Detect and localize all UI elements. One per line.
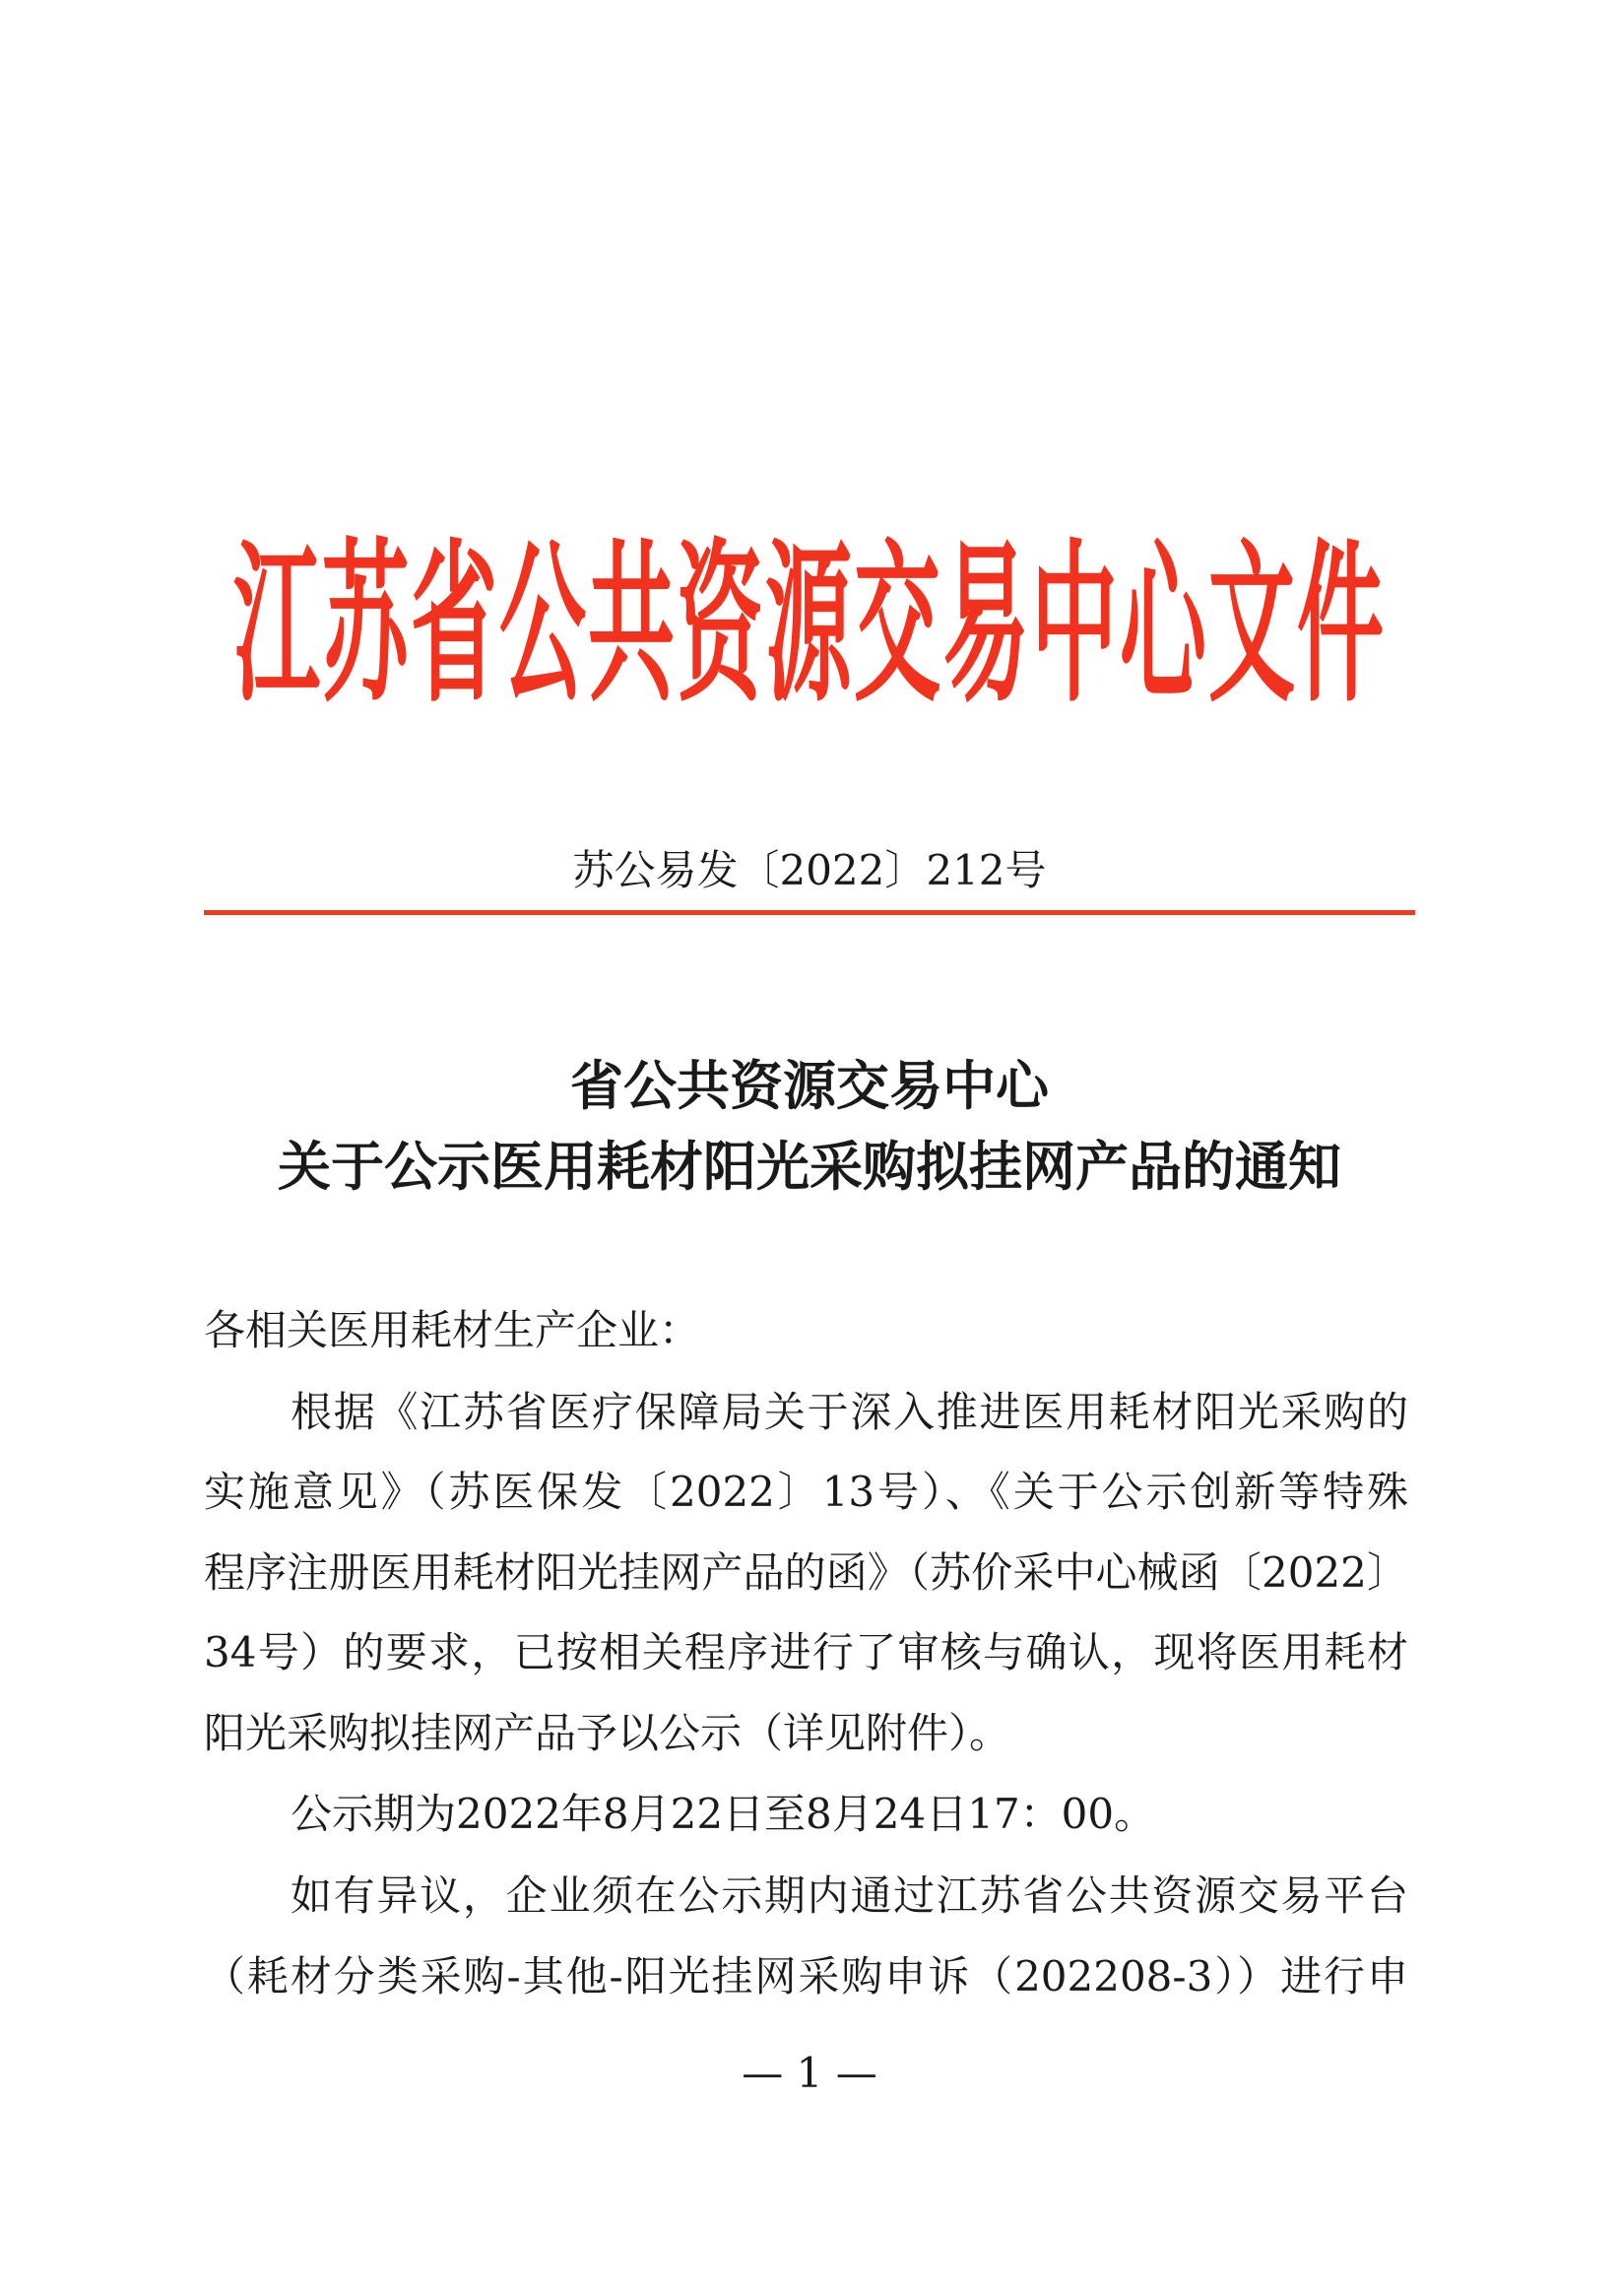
- heading-line-2: 关于公示医用耗材阳光采购拟挂网产品的通知: [278, 1135, 1341, 1198]
- body-line: （耗材分类采购-其他-阳光挂网采购申诉（202208-3））进行申: [204, 1952, 1408, 2001]
- red-divider: [204, 910, 1415, 915]
- body-line: 阳光采购拟挂网产品予以公示（详见附件）。: [204, 1709, 1011, 1757]
- body-line: 如有异议，企业须在公示期内通过江苏省公共资源交易平台: [291, 1871, 1408, 1920]
- letterhead-title: [233, 523, 1387, 726]
- body-line: 34号）的要求，已按相关程序进行了审核与确认，现将医用耗材: [204, 1628, 1408, 1676]
- body-line: 实施意见》（苏医保发〔2022〕13号）、《关于公示创新等特殊: [204, 1468, 1408, 1516]
- body-line: 根据《江苏省医疗保障局关于深入推进医用耗材阳光采购的: [291, 1388, 1408, 1436]
- heading-line-1: 省公共资源交易中心: [570, 1054, 1049, 1117]
- body-line: 公示期为2022年8月22日至8月24日17：00。: [291, 1790, 1156, 1838]
- salutation: 各相关医用耗材生产企业：: [204, 1306, 701, 1354]
- document-number: 苏公易发〔2022〕212号: [572, 846, 1047, 894]
- letterhead-text: 江苏省公共资源交易中心文件: [233, 523, 1387, 726]
- body-line: 程序注册医用耗材阳光挂网产品的函》（苏价采中心械函〔2022〕: [204, 1548, 1408, 1597]
- page-number: — 1 —: [742, 2049, 877, 2097]
